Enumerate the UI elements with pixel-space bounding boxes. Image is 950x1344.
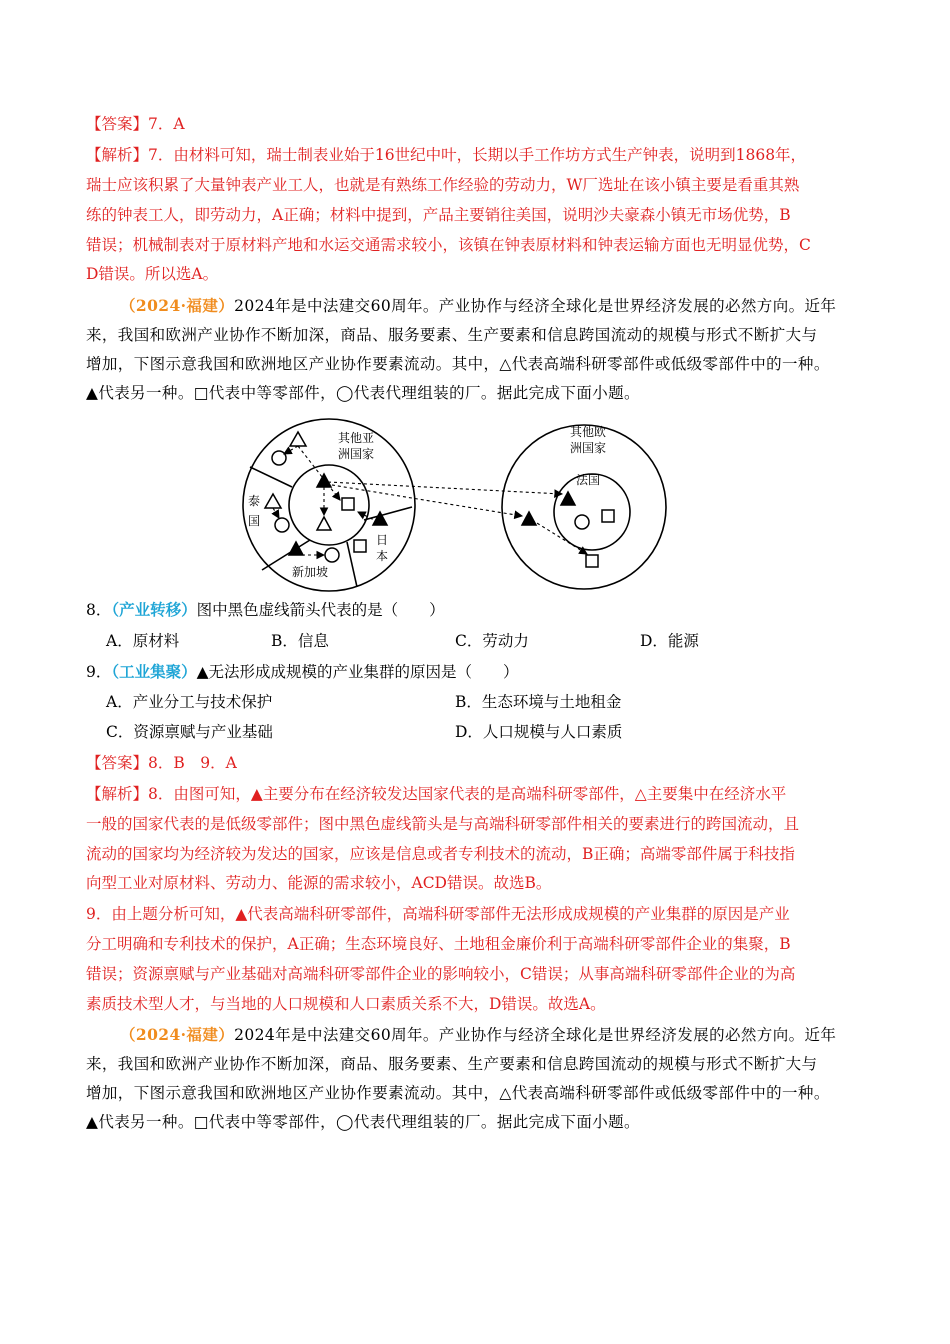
solid-triangle-icon [561,492,575,505]
analysis-label: 【解析】 [86,785,149,803]
passage-1-line-1: （2024·福建）2024年是中法建交60周年。产业协作与经济全球化是世界经济发展的必然方向。近年 [120,296,837,315]
label-other-europe-2: 洲国家 [570,441,607,455]
label-france: 法国 [576,473,601,487]
q8-option-c[interactable]: C．劳动力 [455,632,529,650]
topic-tag: （产业转移） [111,600,197,619]
analysis-8-line-4: 向型工业对原材料、劳动力、能源的需求较小，ACD错误。故选B。 [86,874,552,892]
question-number: 9． [86,663,112,681]
q8-option-d[interactable]: D．能源 [640,632,699,650]
q8-option-a[interactable]: A．原材料 [106,632,180,650]
passage-2-line-3: 增加，下图示意我国和欧洲地区产业协作要素流动。其中，△代表高端科研零部件或低级零部件中的一种。 [86,1084,830,1102]
analysis-7-line-5: D错误。所以选A。 [86,265,219,283]
analysis-9-line-1: 9．由上题分析可知，▲代表高端科研零部件，高端科研零部件无法形成成规模的产业集群的原因是产业 [86,905,790,923]
flow-diagram [232,412,682,592]
hollow-triangle-icon [265,494,281,508]
analysis-7-line-2: 瑞士应该积累了大量钟表产业工人，也就是有熟练工作经验的劳动力，W厂选址在该小镇主要是看重其熟 [86,176,800,194]
solid-triangle-icon [289,542,303,555]
square-icon [586,555,598,567]
label-singapore: 新加坡 [292,565,329,579]
analysis-8-line-2: 一般的国家代表的是低级零部件；图中黑色虚线箭头是与高端科研零部件相关的要素进行的跨国流动，且 [86,815,800,833]
q8-option-b[interactable]: B．信息 [271,632,329,650]
label-other-asia-1: 其他亚 [338,431,375,445]
analysis-7-line-4: 错误；机械制表对于原材料产地和水运交通需求较小，该镇在钟表原材料和钟表运输方面也无明显优势，C [86,236,811,254]
question-number: 8． [86,601,112,619]
answer-label: 【答案】 [86,115,149,133]
analysis-7-line-3: 练的钟表工人，即劳动力，A正确；材料中提到，产品主要销往美国，说明沙夫豪森小镇无市场优势，B [86,206,791,224]
answer-text: 7．A [148,115,185,133]
q9-option-d[interactable]: D．人口规模与人口素质 [455,723,623,741]
answer-label: 【答案】 [86,754,149,772]
q9-option-c[interactable]: C．资源禀赋与产业基础 [106,723,273,741]
question-stem: 图中黑色虚线箭头代表的是（ ） [196,601,445,619]
question-8 [86,600,880,620]
question-stem: ▲无法形成成规模的产业集群的原因是（ ） [196,663,519,681]
question-9 [86,662,880,682]
q9-option-b[interactable]: B．生态环境与土地租金 [455,693,622,711]
analysis-7-line-1: 【解析】7．由材料可知，瑞士制表业始于16世纪中叶，长期以手工作坊方式生产钟表，说明到1868年， [86,146,807,164]
analysis-9-line-4: 素质技术型人才，与当地的人口规模和人口素质关系不大，D错误。故选A。 [86,995,606,1013]
label-japan-1: 日 [376,533,389,547]
source-tag: （2024·福建） [120,1025,235,1044]
label-thailand-2: 国 [248,514,261,528]
square-icon [354,540,366,552]
assembly-circle-icon [575,515,589,529]
source-tag: （2024·福建） [120,296,235,315]
topic-tag: （工业集聚） [111,662,197,681]
label-japan-2: 本 [376,549,389,563]
answer-8-9 [86,753,880,773]
analysis-9-line-2: 分工明确和专利技术的保护，A正确；生态环境良好、土地租金廉价利于高端科研零部件企业的集聚，B [86,935,791,953]
assembly-circle-icon [275,518,289,532]
label-other-asia-2: 洲国家 [338,447,375,461]
passage-1-line-3: 增加，下图示意我国和欧洲地区产业协作要素流动。其中，△代表高端科研零部件或低级零部件中的一种。 [86,355,830,373]
q9-option-a[interactable]: A．产业分工与技术保护 [106,693,273,711]
label-thailand-1: 泰 [248,494,261,508]
china-inner-circle [289,465,369,545]
assembly-circle-icon [272,451,286,465]
hollow-triangle-icon [317,517,331,530]
passage-2-line-2: 来，我国和欧洲产业协作不断加深，商品、服务要素、生产要素和信息跨国流动的规模与形式不断扩大与 [86,1055,818,1073]
square-icon [342,498,354,510]
answer-7 [86,114,880,134]
analysis-8-line-3: 流动的国家均为经济较为发达的国家，应该是信息或者专利技术的流动，B正确；高端零部件属于科技指 [86,845,795,863]
passage-2-line-4: ▲代表另一种。□代表中等零部件，◯代表代理组装的厂。据此完成下面小题。 [86,1113,640,1131]
square-icon [602,510,614,522]
passage-1-line-2: 来，我国和欧洲产业协作不断加深，商品、服务要素、生产要素和信息跨国流动的规模与形式不断扩大与 [86,326,818,344]
analysis-8-line-1: 【解析】8．由图可知，▲主要分布在经济较发达国家代表的是高端科研零部件，△主要集中在经济水平 [86,785,787,803]
assembly-circle-icon [325,548,339,562]
passage-2-line-1: （2024·福建）2024年是中法建交60周年。产业协作与经济全球化是世界经济发展的必然方向。近年 [120,1025,837,1044]
analysis-9-line-3: 错误；资源禀赋与产业基础对高端科研零部件企业的影响较小，C错误；从事高端科研零部件企业的为高 [86,965,796,983]
answer-text: 8．B 9．A [148,754,237,772]
passage-1-line-4: ▲代表另一种。□代表中等零部件，◯代表代理组装的厂。据此完成下面小题。 [86,384,640,402]
hollow-triangle-icon [290,432,306,446]
label-other-europe-1: 其他欧 [570,425,607,439]
solid-triangle-icon [522,512,536,525]
analysis-label: 【解析】 [86,146,149,164]
